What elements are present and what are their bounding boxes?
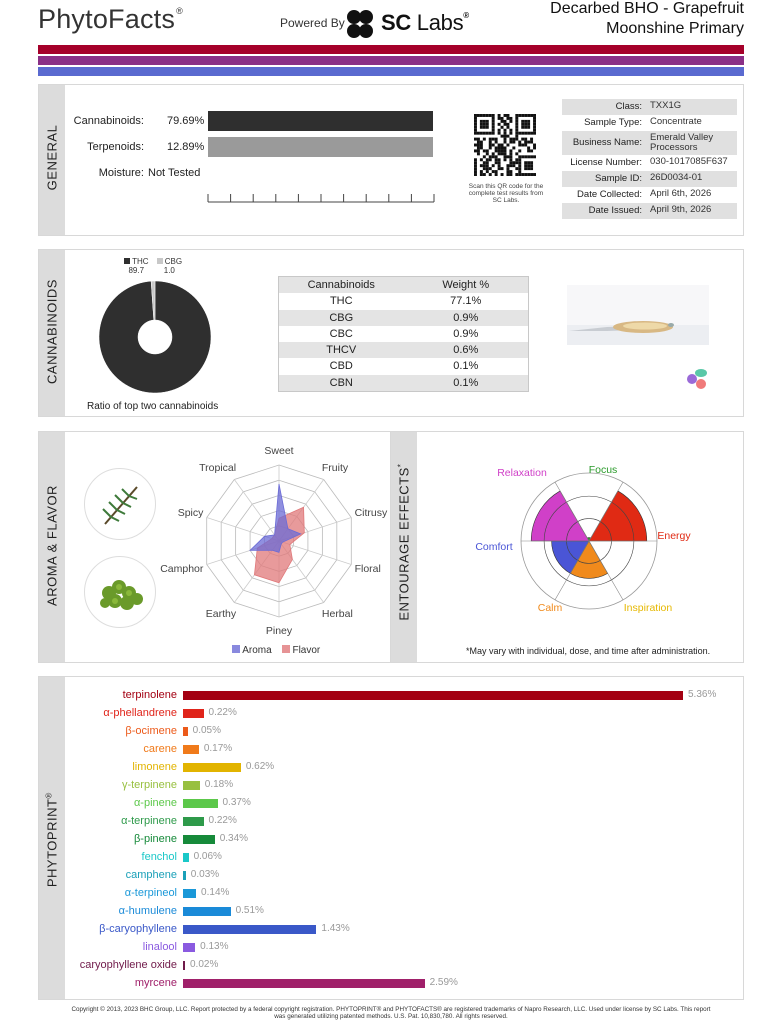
info-key: Business Name:	[572, 137, 642, 148]
info-key: Sample Type:	[584, 117, 642, 128]
terpene-percent: 0.51%	[235, 905, 264, 916]
hops-illustration-icon	[84, 556, 156, 628]
cannabinoids-value: 79.69%	[167, 115, 205, 127]
info-key: Class:	[615, 101, 642, 112]
legend-flavor: Flavor	[292, 645, 321, 656]
terpene-percent: 0.03%	[190, 869, 220, 880]
entourage-label-inspiration: Inspiration	[623, 602, 673, 614]
table-cell: 0.1%	[453, 376, 479, 389]
radar-axis-label: Fruity	[321, 462, 349, 475]
concentrate-dabber-image	[567, 285, 709, 345]
legend-cbg-value: 1.0	[163, 266, 175, 275]
footer-copyright	[38, 1006, 744, 1020]
header-stripe-1	[38, 45, 744, 54]
cannabinoid-table	[278, 276, 529, 392]
entourage-label-energy: Energy	[657, 530, 691, 542]
terpenoids-bar	[208, 137, 433, 157]
aroma-section-label: AROMA & FLAVOR	[44, 485, 60, 606]
info-value: 030-1017085F637	[650, 156, 728, 167]
terpene-percent: 0.17%	[203, 743, 233, 754]
terpene-name: α-pinene	[133, 797, 177, 809]
moisture-value: Not Tested	[148, 167, 201, 179]
radar-axis-label: Piney	[265, 625, 293, 637]
table-row	[279, 342, 528, 358]
terpene-bar	[183, 853, 189, 862]
sample-dots-icon	[683, 367, 711, 391]
terpene-name: carene	[143, 743, 177, 755]
table-cell: THC	[329, 295, 353, 308]
general-section-label: GENERAL	[44, 124, 60, 191]
powered-by-text: Powered By	[280, 16, 345, 30]
terpene-percent: 0.37%	[222, 797, 251, 808]
radar-spoke	[234, 480, 279, 541]
terpene-bar	[183, 889, 196, 898]
terpene-bar	[183, 961, 185, 970]
legend-thc-name: THC	[132, 257, 149, 266]
table-row	[279, 375, 528, 391]
terpene-percent: 0.13%	[200, 941, 229, 952]
info-row	[562, 99, 737, 115]
table-header-row	[279, 277, 528, 293]
pie-legend	[124, 257, 182, 275]
terpene-percent: 0.22%	[208, 815, 237, 826]
terpene-percent: 1.43%	[321, 923, 350, 934]
terpene-bar	[183, 871, 186, 880]
table-cell: 0.9%	[453, 311, 479, 324]
terpene-bar	[183, 691, 683, 700]
legend-aroma: Aroma	[242, 645, 272, 656]
table-row	[279, 310, 528, 326]
table-cell: 0.1%	[453, 360, 479, 373]
header-stripe-3	[38, 67, 744, 76]
terpene-bar	[183, 727, 188, 736]
sc-labs-logo-icon	[345, 9, 375, 39]
terpene-name: α-humulene	[118, 905, 177, 917]
terpene-name: myrcene	[134, 977, 177, 989]
terpene-name: α-terpinene	[121, 815, 177, 827]
terpene-percent: 0.34%	[219, 833, 249, 844]
cannabinoids-bar	[208, 111, 433, 131]
table-cell: 77.1%	[450, 295, 482, 308]
info-value: April 9th, 2026	[650, 204, 712, 215]
entourage-effects-chart	[470, 462, 690, 620]
info-row	[562, 187, 737, 203]
info-value: Emerald Valley Processors	[650, 132, 714, 153]
terpene-name: β-pinene	[133, 833, 177, 845]
terpene-bar	[183, 979, 425, 988]
radar-axis-label: Camphor	[160, 562, 204, 575]
product-name-line2: Moonshine Primary	[606, 20, 744, 37]
phytoprint-section-label: PHYTOPRINT®	[44, 792, 60, 888]
terpene-bar	[183, 907, 231, 916]
legend-cbg-name: CBG	[164, 257, 183, 266]
info-row	[562, 203, 737, 219]
footer-line2: was generated utilizing patented methods. U.S. Pat. 10,830,780. All rights reserved.	[274, 1013, 508, 1021]
terpene-bar	[183, 799, 218, 808]
terpene-name: γ-terpinene	[121, 779, 177, 791]
terpene-percent: 0.06%	[193, 851, 222, 862]
radar-axis-label: Citrusy	[354, 507, 388, 520]
info-row	[562, 115, 737, 131]
table-cell: CBG	[329, 311, 354, 324]
terpene-name: α-terpineol	[124, 887, 177, 899]
terpene-bar	[183, 817, 204, 826]
cannabinoids-label: Cannabinoids:	[73, 115, 144, 127]
terpene-name: β-ocimene	[125, 725, 177, 737]
qr-note: Scan this QR code for the complete test results from SC Labs.	[468, 183, 544, 205]
table-cell: CBC	[329, 327, 353, 340]
terpene-name: β-caryophyllene	[99, 923, 177, 935]
entourage-label-relaxation: Relaxation	[497, 467, 547, 479]
radar-axis-label: Sweet	[264, 445, 294, 457]
terpene-percent: 0.18%	[204, 779, 234, 790]
info-value: 26D0034-01	[650, 172, 703, 183]
terpene-name: camphene	[125, 869, 177, 881]
terpene-percent: 2.59%	[429, 977, 458, 988]
legend-thc-value: 89.7	[128, 266, 145, 275]
cannabinoids-section-label: CANNABINOIDS	[44, 279, 60, 384]
terpenoids-value: 12.89%	[167, 141, 205, 153]
info-key: Date Issued:	[588, 205, 642, 216]
terpene-name: fenchol	[141, 851, 177, 863]
table-row	[279, 358, 528, 374]
terpene-bar	[183, 943, 195, 952]
info-key: License Number:	[570, 157, 642, 168]
terpene-name: terpinolene	[122, 689, 177, 701]
entourage-label-focus: Focus	[588, 464, 618, 476]
terpene-percent: 0.14%	[201, 887, 230, 898]
sc-labs-name: SC Labs®	[381, 10, 469, 35]
table-header-cell: Cannabinoids	[307, 279, 375, 291]
info-row	[562, 171, 737, 187]
table-cell: 0.6%	[453, 344, 479, 357]
terpene-bar	[183, 781, 200, 790]
terpene-percent: 0.62%	[245, 761, 275, 772]
pine-illustration-icon	[84, 468, 156, 540]
entourage-label-comfort: Comfort	[475, 541, 513, 553]
table-row	[279, 293, 528, 309]
table-cell: THCV	[326, 344, 357, 357]
terpene-name: linalool	[142, 941, 177, 953]
radar-axis-label: Spicy	[177, 507, 204, 520]
table-header-cell: Weight %	[442, 279, 490, 291]
terpene-percent: 0.02%	[190, 959, 219, 970]
aroma-radar-chart	[160, 445, 400, 637]
aroma-legend	[232, 645, 320, 656]
table-cell: CBD	[329, 360, 353, 373]
terpene-name: α-phellandrene	[103, 707, 177, 719]
radar-axis-label: Earthy	[205, 607, 237, 620]
terpene-name: caryophyllene oxide	[79, 959, 177, 971]
table-cell: 0.9%	[453, 327, 479, 340]
qr-code-icon[interactable]	[474, 114, 536, 176]
phytofacts-logo: PhytoFacts®	[38, 4, 183, 34]
terpene-percent: 5.36%	[688, 689, 717, 700]
general-scale-axis	[205, 188, 437, 204]
terpene-bar	[183, 925, 316, 934]
info-value: Concentrate	[650, 116, 702, 127]
terpene-bar	[183, 763, 241, 772]
cannabinoid-donut-chart	[98, 280, 212, 394]
footer-line1: Copyright © 2013, 2023 BHC Group, LLC. Report protected by a federal copyright registration. PHYTOPRINT® and PHYTOFACTS® are registered trademarks of Napro Research, LLC. Used under license by SC Labs. This report	[71, 1006, 711, 1013]
radar-axis-label: Herbal	[321, 607, 353, 620]
terpene-bar	[183, 745, 199, 754]
table-cell: CBN	[329, 376, 353, 389]
info-value: TXX1G	[650, 100, 682, 111]
terpene-name: limonene	[132, 761, 177, 773]
terpene-bar	[183, 709, 204, 718]
product-name-line1: Decarbed BHO - Grapefruit	[550, 0, 744, 17]
info-key: Sample ID:	[595, 173, 642, 184]
header-stripe-2	[38, 56, 744, 65]
radar-axis-label: Tropical	[199, 462, 237, 475]
table-row	[279, 326, 528, 342]
info-row	[562, 155, 737, 171]
ratio-caption: Ratio of top two cannabinoids	[87, 401, 219, 412]
entourage-section-label: ENTOURAGE EFFECTS*	[396, 463, 412, 621]
moisture-label: Moisture:	[98, 167, 144, 179]
info-key: Date Collected:	[577, 189, 642, 200]
terpene-percent: 0.22%	[208, 707, 237, 718]
info-value: April 6th, 2026	[650, 188, 712, 199]
radar-axis-label: Floral	[354, 562, 381, 575]
entourage-label-calm: Calm	[537, 602, 563, 614]
terpene-bar	[183, 835, 215, 844]
terpenoids-label: Terpenoids:	[87, 141, 144, 153]
entourage-footnote: *May vary with individual, dose, and time after administration.	[466, 646, 711, 656]
terpene-percent: 0.05%	[192, 725, 222, 736]
info-row	[562, 131, 737, 155]
